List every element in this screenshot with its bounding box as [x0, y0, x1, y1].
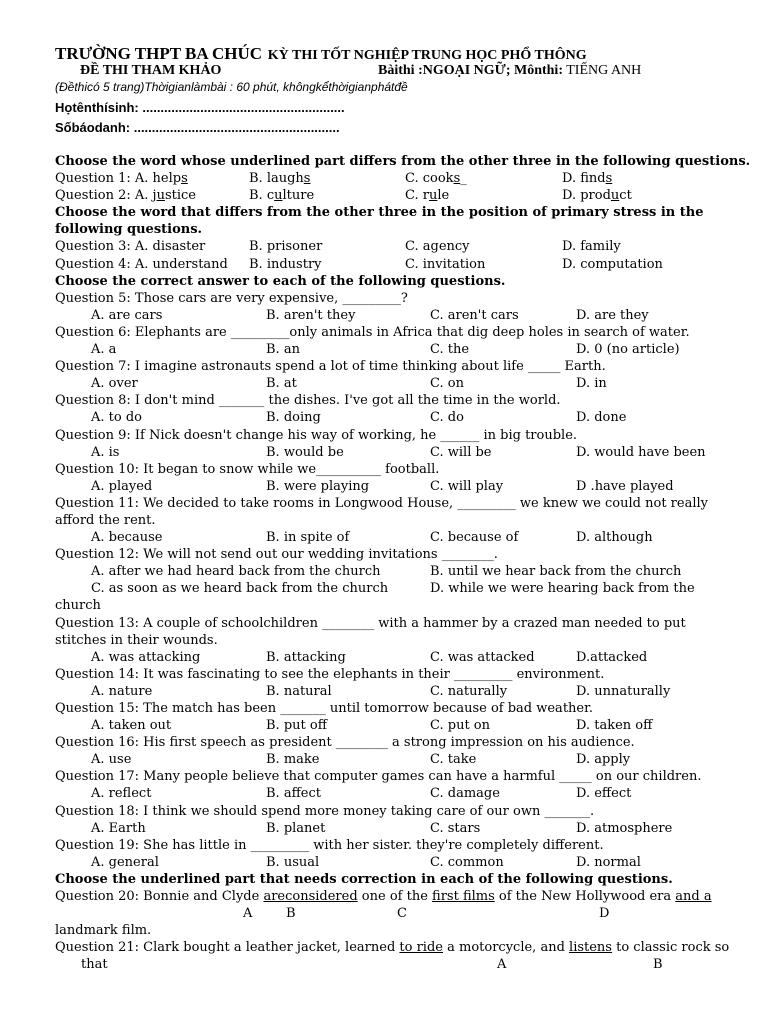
subject-label: Bàithi :NGOẠI NGỮ; Mônthi: — [378, 63, 563, 78]
q5-option-c: C. aren't cars — [430, 307, 519, 323]
q7-options — [55, 375, 735, 392]
q9-stem: Question 9: If Nick doesn't change his way of working, he ______ in big trouble. — [55, 427, 578, 443]
q19-option-c: C. common — [430, 854, 504, 870]
q16-stem: Question 16: His first speech as president ________ a strong impression on his audience. — [55, 735, 635, 751]
q1-option-a — [55, 170, 188, 187]
q19-option-b: B. usual — [266, 854, 320, 870]
q11-option-c: C. because of — [430, 530, 519, 546]
q21-label-a: A — [497, 957, 507, 973]
q15-option-c: C. put on — [430, 718, 490, 734]
q17-option-c: C. damage — [430, 786, 500, 802]
q15-option-a: A. taken out — [91, 718, 172, 734]
q20-part-a: areconsidered — [263, 889, 358, 905]
header-line-2 — [80, 63, 642, 79]
q16-option-d: D. apply — [576, 752, 631, 768]
q16-option-a: A. use — [91, 752, 132, 768]
q9-options — [55, 444, 735, 461]
q14-option-d: D. unnaturally — [576, 683, 671, 699]
q1-option-b — [249, 170, 310, 187]
q10-option-c: C. will play — [430, 478, 504, 494]
q1-d-text: D. find — [562, 171, 606, 187]
q1-c-tail: _ — [460, 171, 467, 187]
q21-part-a: to ride — [399, 940, 443, 956]
q2-a-underline: u — [156, 188, 165, 204]
q12-options-ab — [55, 563, 735, 580]
q6-option-a: A. a — [91, 342, 117, 358]
q15-options — [55, 717, 735, 734]
q18-options — [55, 820, 735, 837]
q17-option-b: B. affect — [266, 786, 322, 802]
q18-option-b: B. planet — [266, 820, 326, 836]
q1-stem: Question 1: A. help — [55, 171, 182, 187]
section-heading-stress: Choose the word that differs from the other three in the position of primary stress in the — [55, 205, 704, 221]
q17-option-a: A. reflect — [91, 786, 152, 802]
q21-letter-row — [55, 956, 735, 973]
q17-options — [55, 785, 735, 802]
q2-b-pre: B. c — [249, 188, 275, 204]
q5-option-b: B. aren't they — [266, 307, 356, 323]
q11-stem: Question 11: We decided to take rooms in Longwood House, _________ we knew we could not really — [55, 495, 708, 511]
q2-c-pre: C. r — [405, 188, 429, 204]
q2-a-pre: Question 2: A. j — [55, 188, 157, 204]
q10-stem: Question 10: It began to snow while we__________ football. — [55, 461, 440, 477]
q2-option-d — [562, 187, 632, 204]
question-4 — [55, 256, 735, 273]
reference-label: ĐỀ THI THAM KHẢO — [80, 63, 222, 78]
q1-d-underline: s — [605, 171, 613, 187]
q20-part-d: and a — [675, 889, 712, 905]
q12-option-d-cont: church — [55, 598, 101, 614]
q19-option-a: A. general — [91, 854, 159, 870]
q13-option-b: B. attacking — [266, 649, 346, 665]
q2-d-underline: u — [610, 188, 620, 204]
question-list — [55, 153, 751, 974]
header-line-1 — [55, 44, 587, 64]
q3-option-a: Question 3: A. disaster — [55, 239, 206, 255]
q21-text-1: Question 21: Clark bought a leather jacket, learned — [55, 940, 400, 956]
q20-stem-cont: landmark film. — [55, 923, 152, 939]
q2-d-pre: D. prod — [562, 188, 611, 204]
q10-option-b: B. were playing — [266, 478, 370, 494]
q6-options — [55, 341, 735, 358]
q20-text-3: of the New Hollywood era — [494, 889, 676, 905]
q1-c-underline: s — [453, 171, 461, 187]
q9-option-d: D. would have been — [576, 444, 706, 460]
q1-option-c — [405, 170, 467, 187]
q21-label-b: B — [653, 957, 663, 973]
q8-option-b: B. doing — [266, 410, 321, 426]
q12-option-a: A. after we had heard back from the church — [91, 564, 381, 580]
q1-b-underline: s — [303, 171, 311, 187]
q10-option-a: A. played — [91, 478, 153, 494]
q21-text-2: a motorcycle, and — [442, 940, 570, 956]
q16-options — [55, 751, 735, 768]
q20-label-a: A — [243, 906, 253, 922]
q1-b-text: B. laugh — [249, 171, 304, 187]
q4-option-a: Question 4: A. understand — [55, 256, 228, 272]
q8-option-d: D. done — [576, 410, 627, 426]
q10-option-d: D .have played — [576, 478, 674, 494]
q11-stem-cont: afford the rent. — [55, 512, 156, 528]
q21-part-b: listens — [569, 940, 612, 956]
q5-option-d: D. are they — [576, 307, 649, 323]
q20-text-1: Question 20: Bonnie and Clyde — [55, 889, 264, 905]
q2-a-post: stice — [164, 188, 196, 204]
q19-option-d: D. normal — [576, 854, 641, 870]
q16-option-c: C. take — [430, 752, 477, 768]
q12-stem: Question 12: We will not send out our wedding invitations ________. — [55, 547, 498, 563]
q2-option-a — [55, 187, 196, 204]
school-name: TRƯỜNG THPT BA CHÚC — [55, 44, 263, 63]
q11-options — [55, 529, 735, 546]
q8-stem: Question 8: I don't mind _______ the dishes. I've got all the time in the world. — [55, 393, 561, 409]
q18-stem: Question 18: I think we should spend more money taking care of our own _______. — [55, 803, 595, 819]
q1-c-text: C. cook — [405, 171, 454, 187]
q14-option-b: B. natural — [266, 683, 332, 699]
q8-option-c: C. do — [430, 410, 464, 426]
q8-option-a: A. to do — [91, 410, 142, 426]
q6-option-d: D. 0 (no article) — [576, 342, 680, 358]
section-heading-pronunciation: Choose the word whose underlined part differs from the other three in the following questions. — [55, 154, 751, 169]
q13-option-d: D.attacked — [576, 649, 648, 665]
section-heading-grammar: Choose the correct answer to each of the following questions. — [55, 273, 506, 289]
q17-option-d: D. effect — [576, 786, 632, 802]
q20-stem — [55, 888, 735, 905]
q15-option-b: B. put off — [266, 718, 327, 734]
exam-note: (Đềthicó 5 trang)Thờigianlàmbài : 60 phút, khôngkểthờigianphátđề — [55, 80, 408, 94]
q17-stem: Question 17: Many people believe that computer games can have a harmful _____ on our children. — [55, 769, 702, 785]
q20-label-c: C — [397, 906, 407, 922]
q2-option-c — [405, 187, 449, 204]
exam-title: KỲ THI TỐT NGHIỆP TRUNG HỌC PHỔ THÔNG — [267, 48, 587, 63]
q2-c-post: le — [437, 188, 450, 204]
q21-text-3: to classic rock so — [611, 940, 730, 956]
q4-option-d: D. computation — [562, 256, 663, 272]
q15-option-d: D. taken off — [576, 718, 653, 734]
q6-option-b: B. an — [266, 342, 300, 358]
q7-option-d: D. in — [576, 376, 607, 392]
q4-option-b: B. industry — [249, 256, 322, 272]
q18-option-a: A. Earth — [91, 820, 146, 836]
q13-option-a: A. was attacking — [91, 649, 201, 665]
q12-option-b: B. until we hear back from the church — [430, 564, 682, 580]
q2-b-underline: u — [274, 188, 283, 204]
q2-option-b — [249, 187, 314, 204]
candidate-id-field: Sốbáodanh: ......................................................... — [55, 120, 340, 135]
q20-label-b: B — [286, 906, 296, 922]
q14-stem: Question 14: It was fascinating to see the elephants in their _________ environment. — [55, 666, 605, 682]
section-heading-stress-cont: following questions. — [55, 222, 203, 238]
q1-option-d — [562, 170, 612, 187]
q7-stem: Question 7: I imagine astronauts spend a lot of time thinking about life _____ Earth. — [55, 359, 606, 375]
q21-stem-cont: that — [81, 957, 108, 973]
q3-option-c: C. agency — [405, 239, 470, 255]
section-heading-error: Choose the underlined part that needs correction in each of the following questions. — [55, 871, 673, 887]
q11-option-d: D. although — [576, 530, 653, 546]
q18-option-d: D. atmosphere — [576, 820, 673, 836]
q15-stem: Question 15: The match has been _______ until tomorrow because of bad weather. — [55, 701, 594, 716]
q18-option-c: C. stars — [430, 820, 481, 836]
q6-stem: Question 6: Elephants are _________only animals in Africa that dig deep holes in search of water. — [55, 324, 690, 340]
q14-options — [55, 683, 735, 700]
q9-option-c: C. will be — [430, 444, 492, 460]
q14-option-c: C. naturally — [430, 683, 508, 699]
q14-option-a: A. nature — [91, 683, 153, 699]
q5-option-a: A. are cars — [91, 307, 163, 323]
q20-letter-row — [55, 905, 735, 922]
candidate-name-field: Họtênthísinh: ........................................................ — [55, 100, 345, 115]
q7-option-c: C. on — [430, 376, 464, 392]
q2-c-underline: u — [428, 188, 438, 204]
q7-option-a: A. over — [91, 376, 138, 392]
question-2 — [55, 187, 735, 204]
q9-option-b: B. would be — [266, 444, 344, 460]
q20-part-c: first films — [432, 889, 495, 905]
subject-line — [378, 63, 641, 79]
q12-options-cd — [55, 580, 735, 597]
q2-d-post: ct — [619, 188, 632, 204]
subject-name: TIẾNG ANH — [566, 63, 642, 78]
q10-options — [55, 478, 735, 495]
q2-b-post: lture — [282, 188, 315, 204]
q12-option-c: C. as soon as we heard back from the church — [91, 581, 389, 597]
q13-stem-cont: stitches in their wounds. — [55, 632, 218, 648]
q1-a-underline: s — [181, 171, 188, 187]
q20-text-2: one of the — [357, 889, 433, 905]
q16-option-b: B. make — [266, 752, 320, 768]
q19-options — [55, 854, 735, 871]
q8-options — [55, 409, 735, 426]
q5-stem: Question 5: Those cars are very expensive, _________? — [55, 290, 408, 306]
q12-option-d: D. while we were hearing back from the — [430, 581, 695, 597]
q3-option-d: D. family — [562, 239, 621, 255]
q5-options — [55, 307, 735, 324]
q21-stem — [55, 939, 735, 956]
q3-option-b: B. prisoner — [249, 239, 323, 255]
question-3 — [55, 238, 735, 255]
q11-option-a: A. because — [91, 530, 163, 546]
q20-label-d: D — [599, 906, 610, 922]
q19-stem: Question 19: She has little in _________ with her sister. they're completely different. — [55, 837, 604, 853]
q4-option-c: C. invitation — [405, 256, 486, 272]
q13-option-c: C. was attacked — [430, 649, 535, 665]
question-1 — [55, 170, 735, 187]
q13-stem: Question 13: A couple of schoolchildren ________ with a hammer by a crazed man needed to put — [55, 615, 686, 631]
q6-option-c: C. the — [430, 342, 470, 358]
q13-options — [55, 649, 735, 666]
q7-option-b: B. at — [266, 376, 297, 392]
q9-option-a: A. is — [91, 444, 120, 460]
q11-option-b: B. in spite of — [266, 530, 350, 546]
